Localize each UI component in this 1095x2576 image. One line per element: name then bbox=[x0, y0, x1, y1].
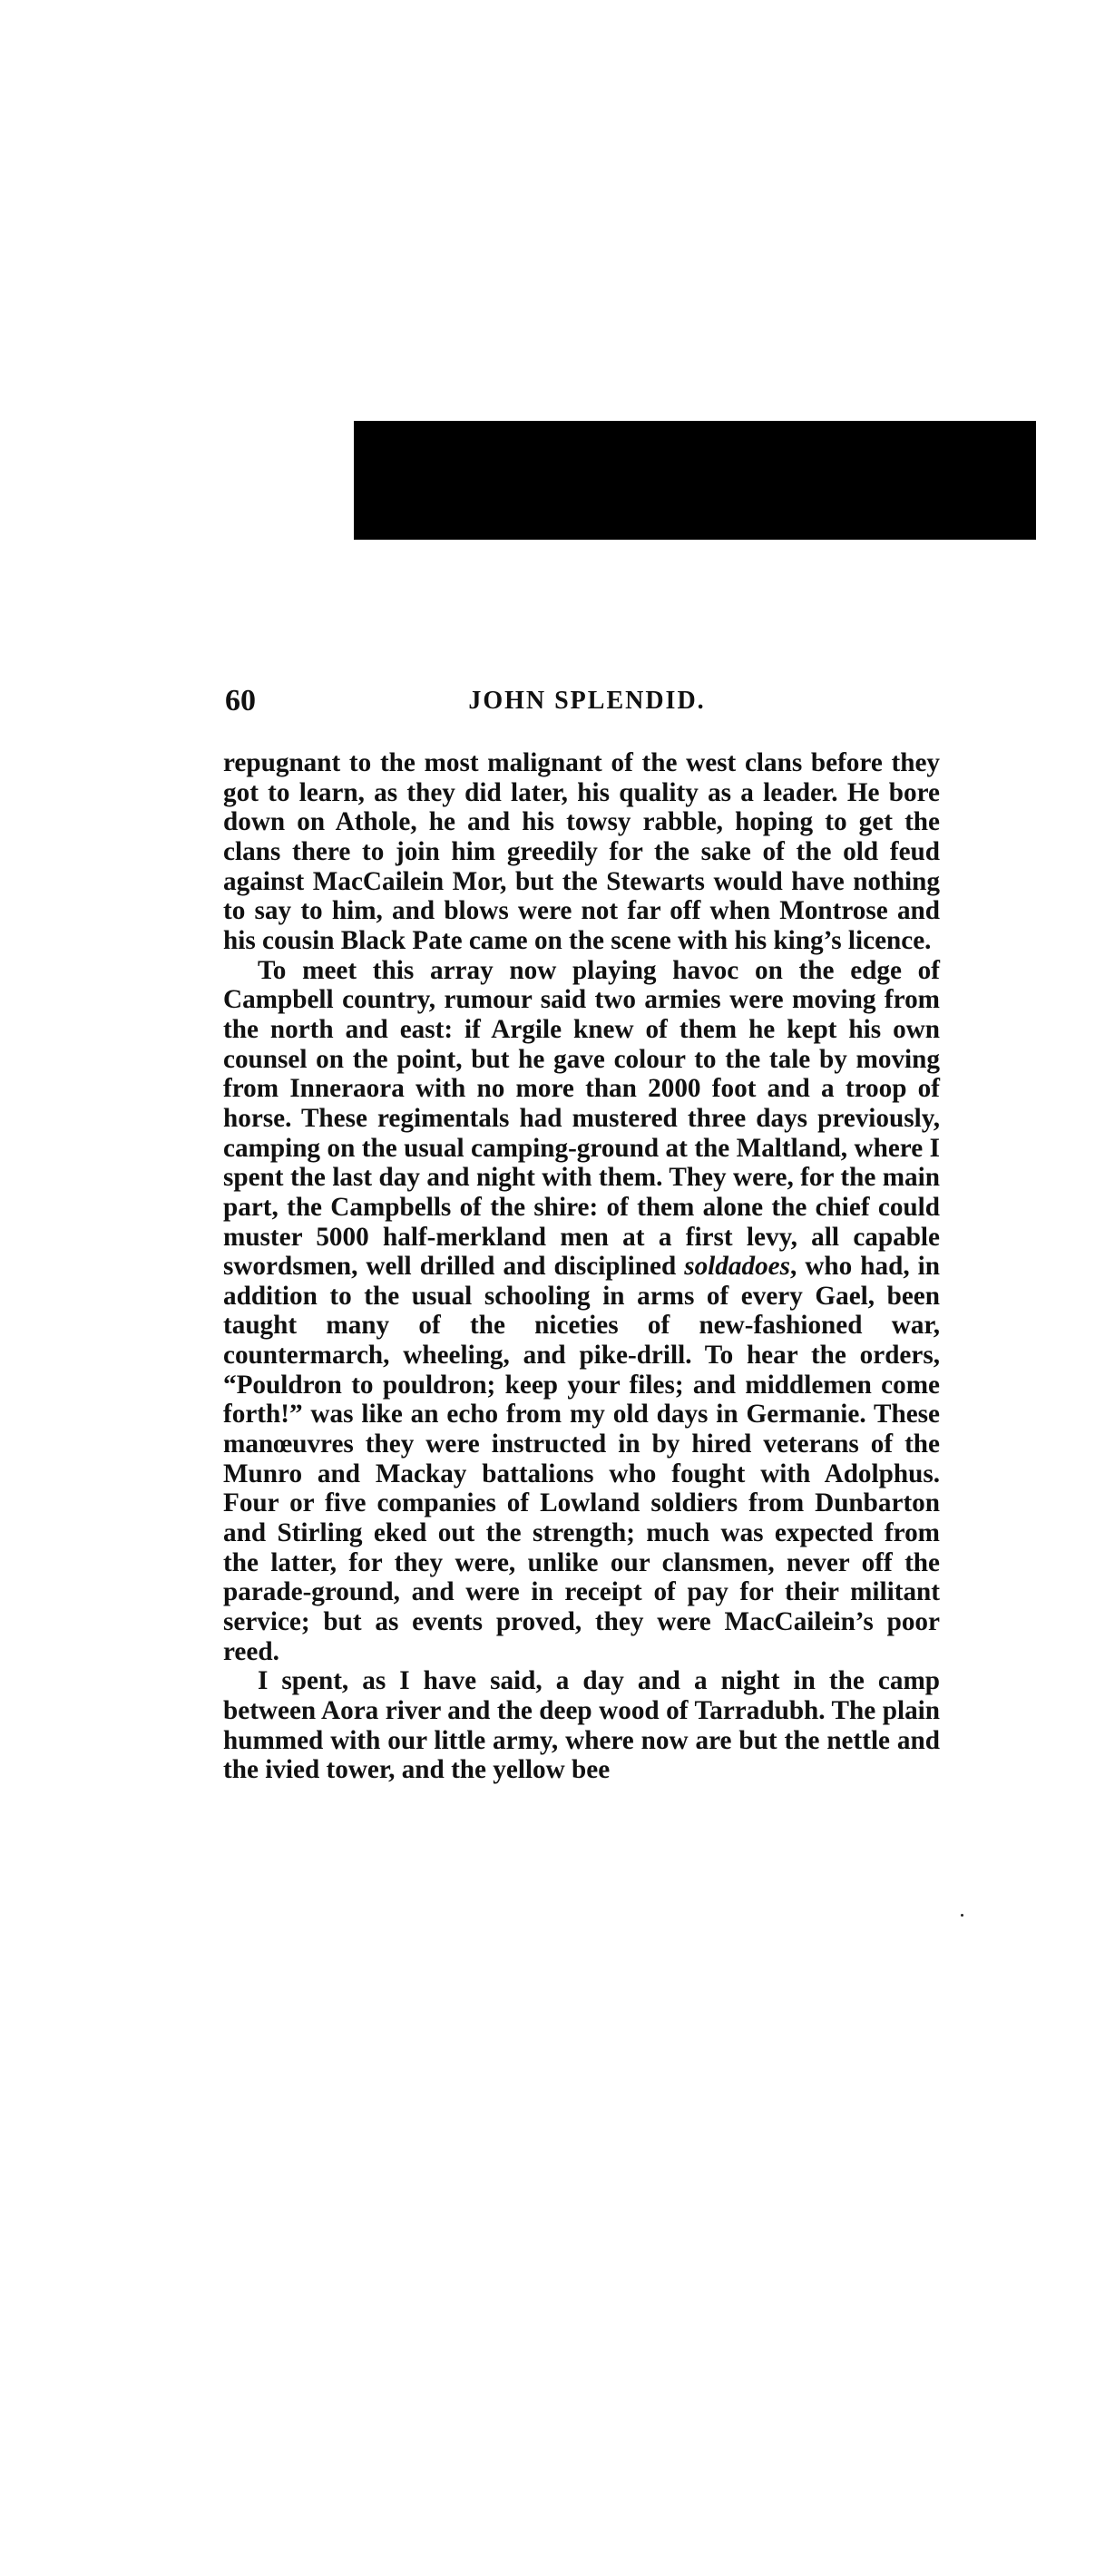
body-text bbox=[223, 748, 940, 1785]
page-number: 60 bbox=[225, 684, 256, 717]
black-redaction-bar bbox=[354, 421, 1036, 540]
paragraph-1: repugnant to the most malignant of the west clans before they got to learn, as they did later, his quality as a leader. He bore down on Athole, he and his towsy rabble, hoping to get the clans there to join him greedily for the sake of the old feud against MacCailein Mor, but the Stewarts would have nothing to say to him, and blows were not far off when Montrose and his cousin Black Pate came on the scene with his king’s licence. bbox=[223, 748, 940, 955]
paragraph-3: I spent, as I have said, a day and a night in the camp between Aora river and the deep wood of Tarradubh. The plain hummed with our little army, where now are but the nettle and the ivied tower, and the yellow bee bbox=[223, 1666, 940, 1785]
italic-term-soldadoes: soldadoes bbox=[684, 1252, 790, 1282]
ink-speck bbox=[961, 1914, 963, 1917]
paragraph-2 bbox=[223, 956, 940, 1667]
paragraph-2-text-end: , who had, in addition to the usual schooling in arms of every Gael, been taught many of the niceties of new-fashioned war, countermarch, wheeling, and pike-drill. To hear the orders, “Pouldron to pouldron; keep your files; and middlemen come forth!” was like an echo from my old days in Germanie. These manœuvres they were instructed in by hired veterans of the Munro and Mackay battalions who fought with Adolphus. Four or five companies of Lowland soldiers from Dunbarton and Stirling eked out the strength; much was expected from the latter, for they were, unlike our clansmen, never off the parade-ground, and were in receipt of pay for their militant service; but as events proved, they were MacCailein’s poor reed. bbox=[223, 1252, 941, 1666]
running-header bbox=[225, 682, 949, 720]
running-title: JOHN SPLENDID. bbox=[468, 687, 706, 715]
paragraph-2-text-start: To meet this array now playing havoc on the edge of Campbell country, rumour said two armies were moving from the north and east: if Argile knew of them he kept his own counsel on the point, but he gave colour to the tale by moving from Inneraora with no more than 2000 foot and a troop of horse. These regimentals had mustered three days previously, camping on the usual camping-ground at the Maltland, where I spent the last day and night with them. They were, for the main part, the Campbells of the shire: of them alone the chief could muster 5000 half-merkland men at a first levy, all capable swordsmen, well drilled and disciplined bbox=[223, 955, 940, 1282]
